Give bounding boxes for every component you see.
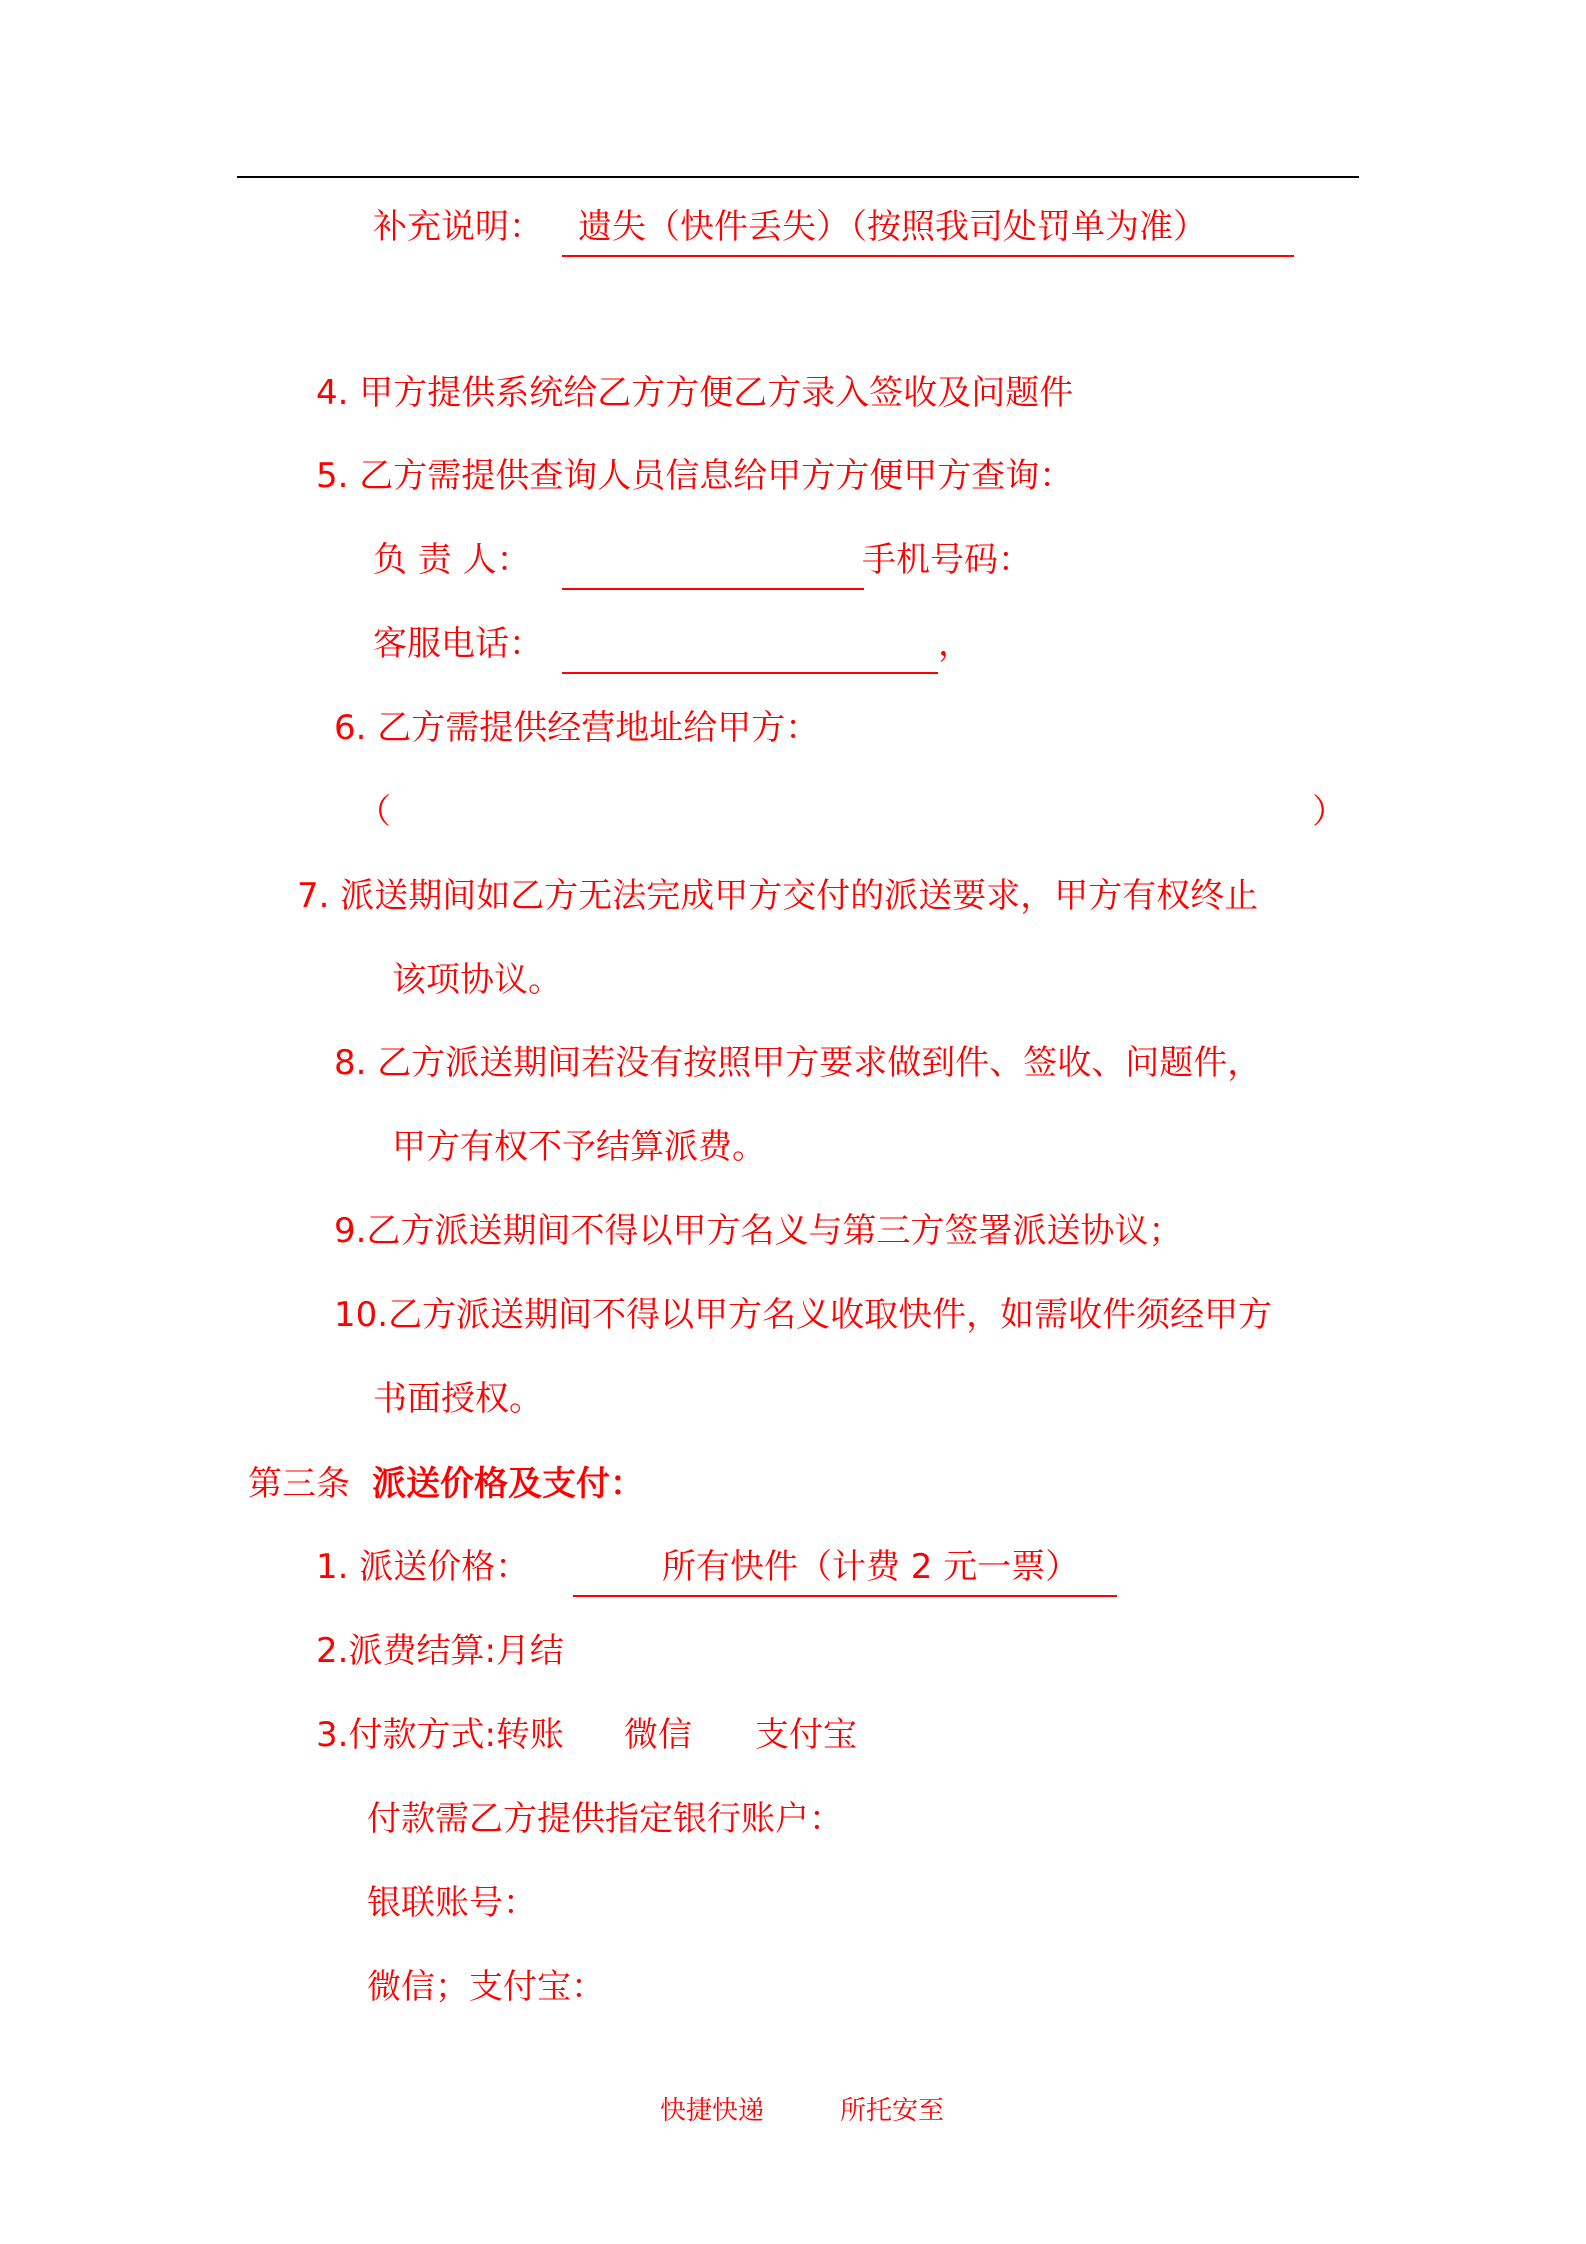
delivery-price-underline	[573, 1595, 1117, 1597]
header-rule	[237, 176, 1359, 178]
wechat-alipay-label: 微信；支付宝：	[367, 1967, 605, 2007]
customer-service-tail: ，	[938, 624, 972, 664]
delivery-price-value: 所有快件（计费 2 元一票）	[662, 1547, 1080, 1587]
footer-right: 所托安至	[840, 2096, 945, 2126]
item-7-line-1: 7. 派送期间如乙方无法完成甲方交付的派送要求，甲方有权终止	[297, 876, 1259, 916]
item-8-line-2: 甲方有权不予结算派费。	[392, 1127, 766, 1167]
item-5: 5. 乙方需提供查询人员信息给甲方方便甲方查询：	[316, 456, 1074, 496]
payment-method-wechat: 微信	[624, 1715, 692, 1755]
item-10-line-2: 书面授权。	[373, 1379, 543, 1419]
item-10-line-1: 10.乙方派送期间不得以甲方名义收取快件，如需收件须经甲方	[334, 1295, 1273, 1335]
item-4: 4. 甲方提供系统给乙方方便乙方录入签收及问题件	[316, 373, 1074, 413]
mobile-number-label: 手机号码：	[862, 540, 1032, 580]
payment-method-alipay: 支付宝	[755, 1715, 857, 1755]
responsible-person-label: 负 责 人：	[373, 540, 531, 580]
item-8-line-1: 8. 乙方派送期间若没有按照甲方要求做到件、签收、问题件，	[334, 1043, 1262, 1083]
payment-method-label: 3.付款方式:转账	[316, 1715, 564, 1755]
supplement-label: 补充说明：	[373, 207, 543, 247]
article-3-heading	[248, 1462, 644, 1506]
address-open-paren: （	[357, 792, 391, 832]
supplement-value: 遗失（快件丢失）（按照我司处罚单为准）	[578, 207, 1207, 247]
item-7-line-2: 该项协议。	[392, 960, 562, 1000]
unionpay-account-label: 银联账号：	[367, 1883, 537, 1923]
settlement-method: 2.派费结算:月结	[316, 1631, 564, 1671]
item-6: 6. 乙方需提供经营地址给甲方：	[334, 708, 820, 748]
address-close-paren: ）	[1312, 792, 1346, 832]
delivery-price-label: 1. 派送价格：	[316, 1547, 530, 1587]
customer-service-label: 客服电话：	[373, 624, 543, 664]
supplement-underline	[562, 255, 1294, 257]
responsible-person-blank	[562, 588, 864, 590]
bank-account-requirement: 付款需乙方提供指定银行账户：	[367, 1799, 843, 1839]
article-3-title: 派送价格及支付：	[372, 1464, 644, 1504]
article-3-label: 第三条	[248, 1464, 350, 1504]
customer-service-blank	[562, 672, 938, 674]
footer-left: 快捷快递	[660, 2096, 765, 2126]
item-9: 9.乙方派送期间不得以甲方名义与第三方签署派送协议；	[334, 1211, 1183, 1251]
